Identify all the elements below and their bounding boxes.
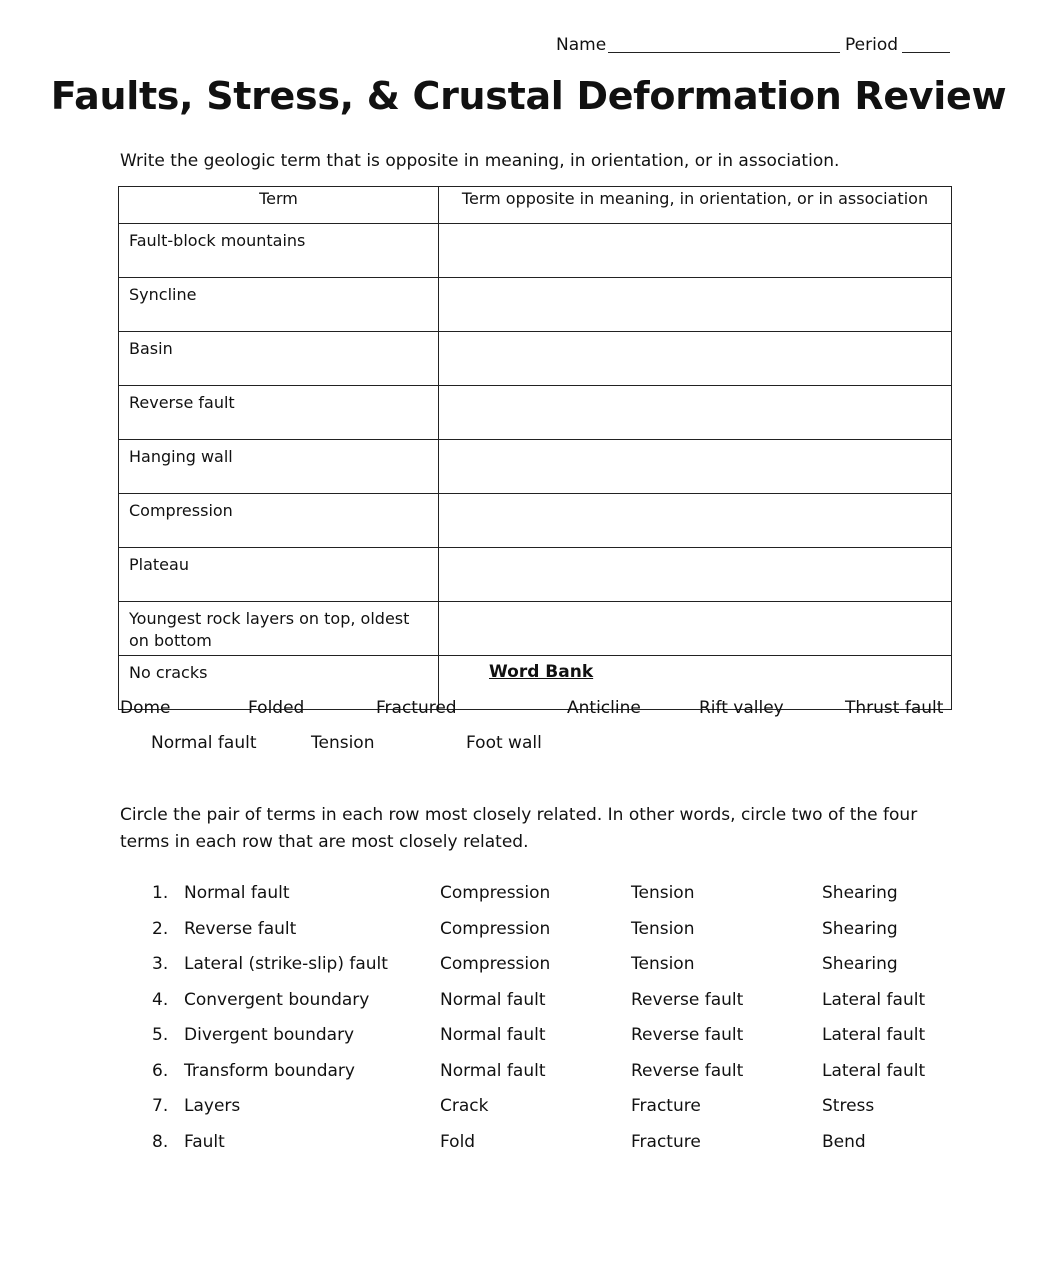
related-term-option[interactable]: Reverse fault [184,918,297,939]
answer-cell[interactable] [439,440,952,494]
word-bank-item: Thrust fault [845,698,944,718]
related-term-option[interactable]: Lateral fault [822,1025,926,1045]
word-bank-item: Tension [311,733,375,753]
row-number: 7. [152,1096,169,1116]
table-row [119,602,952,656]
section2-instruction: Circle the pair of terms in each row most closely related. In other words, circle two of the four terms in each row that are most closely related. [120,805,918,852]
table-row [119,494,952,548]
row-number: 1. [152,883,169,903]
related-term-option[interactable]: Fracture [631,1131,701,1152]
table-row [119,224,952,278]
answer-cell[interactable] [439,332,952,386]
related-term-option[interactable]: Convergent boundary [184,989,370,1010]
related-term-option[interactable]: Stress [822,1096,875,1116]
answer-cell[interactable] [439,278,952,332]
related-term-option[interactable]: Compression [440,918,551,939]
related-term-option[interactable]: Reverse fault [631,1025,744,1045]
answer-cell[interactable] [439,602,952,656]
table-row [119,278,952,332]
row-number: 3. [152,954,169,974]
related-term-option[interactable]: Normal fault [440,989,546,1010]
word-bank-item: Fractured [376,698,457,718]
related-term-option[interactable]: Tension [631,918,695,939]
table-row [119,548,952,602]
related-term-option[interactable]: Normal fault [440,1060,546,1081]
related-term-option[interactable]: Compression [440,954,551,974]
name-blank[interactable] [608,52,840,53]
term-cell: Basin [119,332,439,386]
term-cell: No cracks [119,656,439,710]
term-cell: Syncline [119,278,439,332]
related-term-option[interactable]: Lateral fault [822,989,926,1010]
related-term-option[interactable]: Shearing [822,883,898,903]
related-term-option[interactable]: Reverse fault [631,989,744,1010]
related-term-option[interactable]: Normal fault [184,883,290,903]
word-bank-item: Foot wall [466,733,542,753]
column-header: Term opposite in meaning, in orientation, or in association [439,187,952,224]
term-cell: Hanging wall [119,440,439,494]
period-blank[interactable] [902,52,950,53]
related-term-option[interactable]: Fault [184,1131,225,1152]
term-cell: Youngest rock layers on top, oldest on bottom [119,602,439,656]
row-number: 8. [152,1131,169,1152]
related-term-option[interactable]: Compression [440,883,551,903]
related-term-option[interactable]: Fold [440,1131,476,1152]
term-cell: Compression [119,494,439,548]
related-term-option[interactable]: Fracture [631,1096,701,1116]
table-row [119,440,952,494]
period-label: Period [845,35,899,55]
related-term-option[interactable]: Divergent boundary [184,1025,355,1045]
word-bank-title: Word Bank [489,662,594,682]
related-term-option[interactable]: Bend [822,1131,866,1152]
section1-instruction: Write the geologic term that is opposite in meaning, in orientation, or in association. [120,151,840,171]
opposite-terms-table [118,186,952,710]
word-bank-item: Dome [120,698,171,718]
related-term-option[interactable]: Tension [631,883,695,903]
related-term-option[interactable]: Shearing [822,918,898,939]
related-term-option[interactable]: Lateral (strike-slip) fault [184,954,388,974]
table-row [119,332,952,386]
name-label: Name [556,35,607,55]
column-header: Term [119,187,439,224]
row-number: 4. [152,989,169,1010]
related-term-option[interactable]: Crack [440,1096,489,1116]
answer-cell[interactable] [439,494,952,548]
row-number: 6. [152,1060,169,1081]
word-bank-item: Rift valley [699,698,784,718]
word-bank-item: Anticline [567,698,641,718]
term-cell: Plateau [119,548,439,602]
word-bank-item: Folded [248,698,305,718]
word-bank-item: Normal fault [151,733,257,753]
table-header-row [119,187,952,224]
table-row [119,386,952,440]
related-term-option[interactable]: Layers [184,1096,241,1116]
row-number: 2. [152,918,169,939]
answer-cell[interactable] [439,548,952,602]
page-title: Faults, Stress, & Crustal Deformation Review [50,74,1007,118]
related-term-option[interactable]: Tension [631,954,695,974]
term-cell: Fault-block mountains [119,224,439,278]
related-term-option[interactable]: Normal fault [440,1025,546,1045]
term-cell: Reverse fault [119,386,439,440]
answer-cell[interactable] [439,386,952,440]
related-term-option[interactable]: Reverse fault [631,1060,744,1081]
related-term-option[interactable]: Transform boundary [184,1060,355,1081]
answer-cell[interactable] [439,224,952,278]
row-number: 5. [152,1025,169,1045]
related-term-option[interactable]: Lateral fault [822,1060,926,1081]
related-term-option[interactable]: Shearing [822,954,898,974]
